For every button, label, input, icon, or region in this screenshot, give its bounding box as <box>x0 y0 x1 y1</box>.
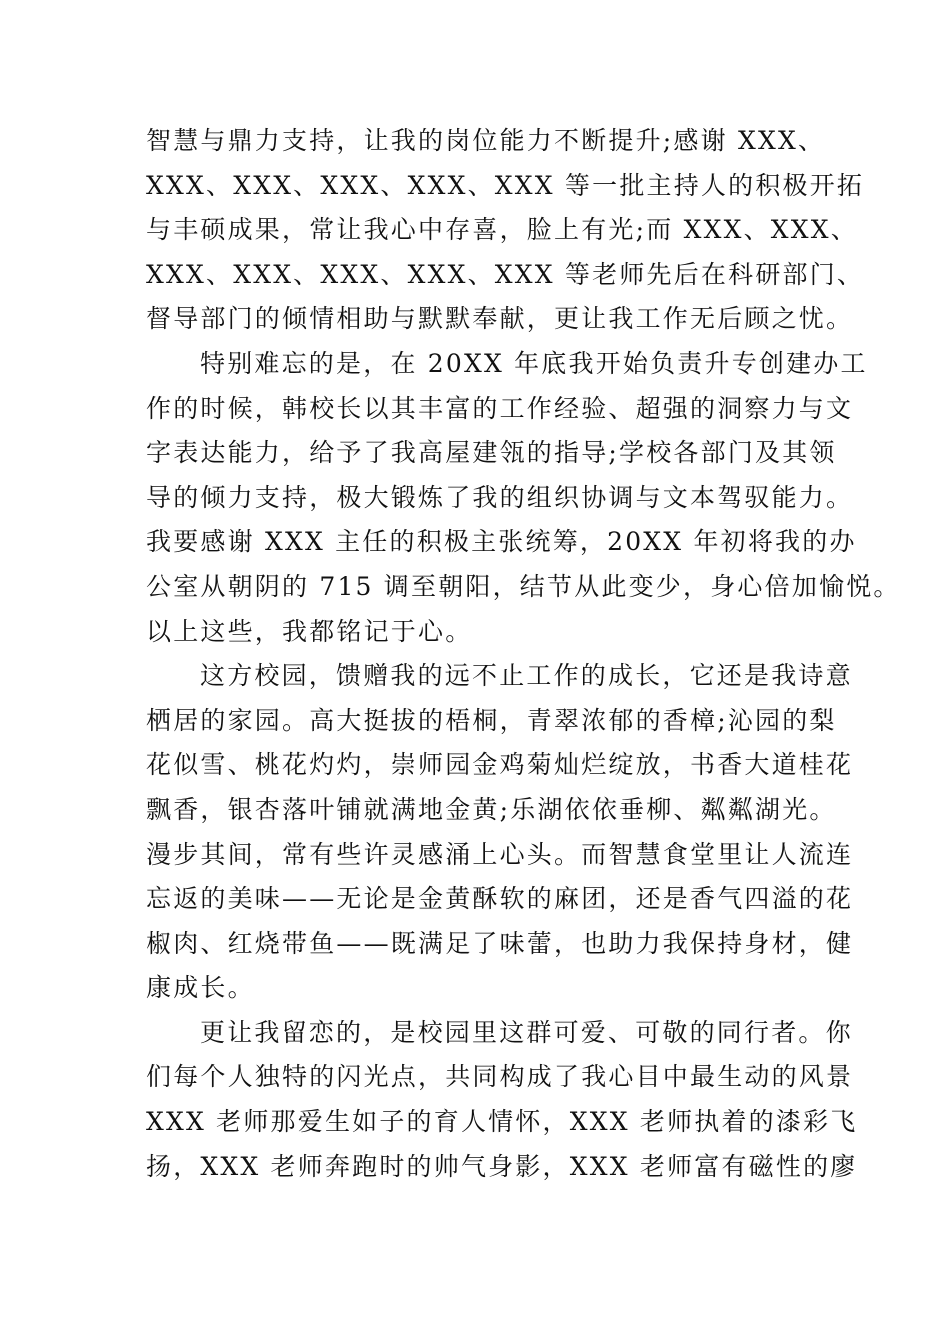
text-line: 康成长。 <box>146 973 255 1003</box>
text-line: 飘香，银杏落叶铺就满地金黄;乐湖依依垂柳、粼粼湖光。 <box>146 794 837 824</box>
text-line: 公室从朝阴的 715 调至朝阳，结节从此变少，身心倍加愉悦。 <box>146 571 901 601</box>
text-line: 以上这些，我都铭记于心。 <box>146 616 473 646</box>
text-line: 栖居的家园。高大挺拔的梧桐，青翠浓郁的香樟;沁园的梨 <box>146 705 837 735</box>
text-line: 漫步其间，常有些许灵感涌上心头。而智慧食堂里让人流连 <box>146 839 854 869</box>
text-line: 们每个人独特的闪光点，共同构成了我心目中最生动的风景 <box>146 1062 854 1092</box>
paragraph-first-line: 特别难忘的是，在 20XX 年底我开始负责升专创建办工 <box>200 348 868 378</box>
paragraph-first-line: 更让我留恋的，是校园里这群可爱、可敬的同行者。你 <box>200 1017 853 1047</box>
paragraph-first-line: 这方校园，馈赠我的远不止工作的成长，它还是我诗意 <box>200 661 853 691</box>
text-line: 导的倾力支持，极大锻炼了我的组织协调与文本驾驭能力。 <box>146 482 854 512</box>
text-line: 督导部门的倾情相助与默默奉献，更让我工作无后顾之忧。 <box>146 304 854 334</box>
text-line: 作的时候，韩校长以其丰富的工作经验、超强的洞察力与文 <box>146 393 854 423</box>
text-line: XXX、XXX、XXX、XXX、XXX 等老师先后在科研部门、 <box>146 259 865 289</box>
text-line: 花似雪、桃花灼灼，崇师园金鸡菊灿烂绽放，书香大道桂花 <box>146 750 854 780</box>
text-line: 扬，XXX 老师奔跑时的帅气身影，XXX 老师富有磁性的廖 <box>146 1151 858 1181</box>
text-line: XXX 老师那爱生如子的育人情怀，XXX 老师执着的漆彩飞 <box>146 1107 858 1137</box>
text-line: 椒肉、红烧带鱼——既满足了味蕾，也助力我保持身材，健 <box>146 928 854 958</box>
text-line: 忘返的美味——无论是金黄酥软的麻团，还是香气四溢的花 <box>146 884 854 914</box>
text-line: 字表达能力，给予了我高屋建瓴的指导;学校各部门及其领 <box>146 438 837 468</box>
document-body <box>146 119 901 1189</box>
text-line: 与丰硕成果，常让我心中存喜，脸上有光;而 XXX、XXX、 <box>146 215 858 245</box>
text-line: 智慧与鼎力支持，让我的岗位能力不断提升;感谢 XXX、 <box>146 126 826 155</box>
text-line: 我要感谢 XXX 主任的积极主张统筹，20XX 年初将我的办 <box>146 527 857 557</box>
text-line: XXX、XXX、XXX、XXX、XXX 等一批主持人的积极开拓 <box>146 170 865 200</box>
